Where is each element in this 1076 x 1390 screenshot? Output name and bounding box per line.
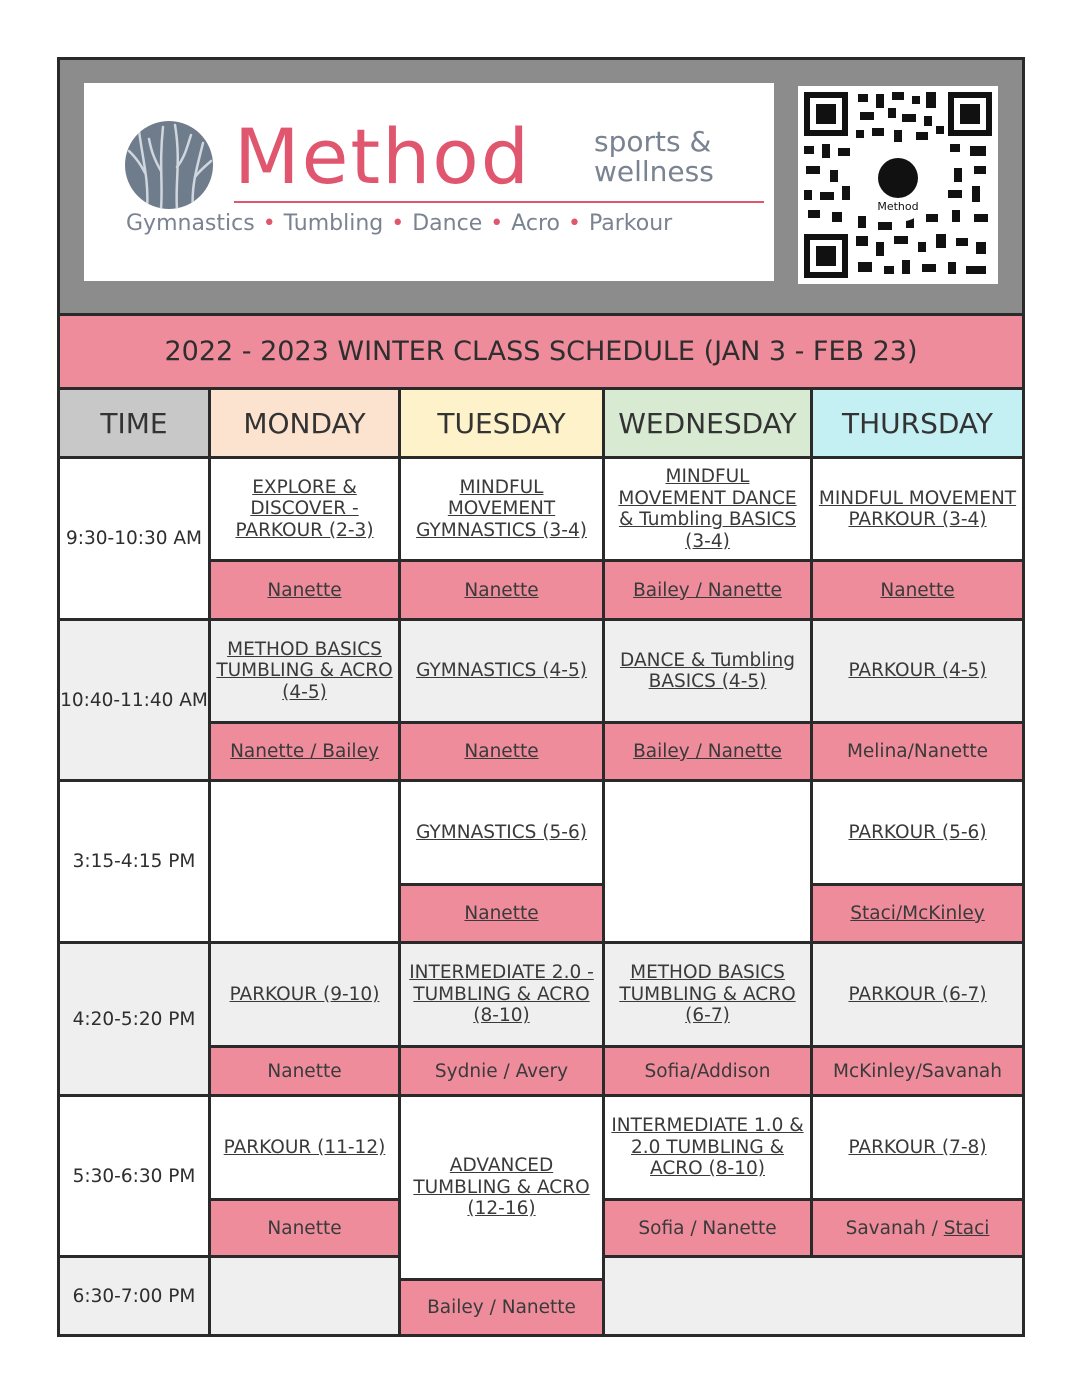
class-cell[interactable]: INTERMEDIATE 2.0 - TUMBLING & ACRO (8-10) (401, 944, 602, 1045)
grid-line (60, 618, 1022, 621)
class-cell[interactable]: INTERMEDIATE 1.0 & 2.0 TUMBLING & ACRO (8-10) (605, 1097, 810, 1198)
instructor-cell[interactable]: Nanette / Bailey (211, 724, 398, 779)
empty-cell (605, 782, 810, 941)
brand-name: Method (234, 112, 532, 201)
class-cell[interactable]: GYMNASTICS (5-6) (401, 782, 602, 883)
instructor-cell[interactable]: Staci/McKinley (813, 886, 1022, 941)
time-slot: 9:30-10:30 AM (60, 459, 208, 618)
class-cell[interactable]: PARKOUR (11-12) (211, 1097, 398, 1198)
empty-cell (605, 1258, 1022, 1334)
class-cell[interactable]: MINDFUL MOVEMENT DANCE & Tumbling BASICS (3-4) (605, 459, 810, 559)
instructor-cell[interactable]: Nanette (401, 886, 602, 941)
schedule-frame (57, 57, 1025, 1337)
grid-line (211, 1045, 1022, 1048)
class-cell[interactable]: PARKOUR (7-8) (813, 1097, 1022, 1198)
grid-line (813, 883, 1022, 886)
header-wednesday: WEDNESDAY (605, 390, 810, 456)
class-cell[interactable]: PARKOUR (6-7) (813, 944, 1022, 1045)
instructor-cell[interactable]: Melina/Nanette (813, 724, 1022, 779)
grid-line (60, 456, 1022, 459)
class-cell[interactable]: PARKOUR (9-10) (211, 944, 398, 1045)
grid-line (60, 1094, 1022, 1097)
class-cell[interactable]: METHOD BASICS TUMBLING & ACRO (6-7) (605, 944, 810, 1045)
grid-line (211, 559, 1022, 562)
time-slot: 3:15-4:15 PM (60, 782, 208, 941)
grid-line (401, 883, 602, 886)
instructor-cell[interactable]: Nanette (211, 562, 398, 618)
instructor-cell[interactable]: Nanette (401, 724, 602, 779)
instructor-cell[interactable]: Sydnie / Avery (401, 1048, 602, 1094)
empty-cell (211, 1258, 398, 1334)
qr-code[interactable] (798, 86, 998, 284)
instructor-cell[interactable]: Nanette (813, 562, 1022, 618)
header-banner (60, 60, 1022, 316)
header-thursday: THURSDAY (813, 390, 1022, 456)
instructor-cell[interactable]: Nanette (211, 1201, 398, 1255)
instructor-cell[interactable]: McKinley/Savanah (813, 1048, 1022, 1094)
instructor-cell[interactable]: Bailey / Nanette (605, 724, 810, 779)
grid-line (211, 721, 1022, 724)
class-cell[interactable]: GYMNASTICS (4-5) (401, 621, 602, 721)
instructor-cell[interactable]: Savanah / Staci (813, 1201, 1022, 1255)
instructor-cell[interactable]: Nanette (211, 1048, 398, 1094)
grid-line (398, 390, 401, 1334)
empty-cell (211, 782, 398, 941)
class-cell[interactable]: METHOD BASICS TUMBLING & ACRO (4-5) (211, 621, 398, 721)
class-cell[interactable]: EXPLORE & DISCOVER - PARKOUR (2-3) (211, 459, 398, 559)
grid-line (401, 1278, 602, 1281)
header-tuesday: TUESDAY (401, 390, 602, 456)
instructor-cell[interactable]: Nanette (401, 562, 602, 618)
class-cell[interactable]: PARKOUR (4-5) (813, 621, 1022, 721)
qr-label: Method (877, 200, 919, 213)
class-cell[interactable]: ADVANCED TUMBLING & ACRO (12-16) (401, 1097, 602, 1278)
tree-icon (125, 121, 213, 209)
time-slot: 4:20-5:20 PM (60, 944, 208, 1094)
tagline: Gymnastics • Tumbling • Dance • Acro • Parkour (126, 211, 673, 236)
grid-line (810, 390, 813, 1258)
instructor-cell[interactable]: Bailey / Nanette (401, 1281, 602, 1334)
instructor-cell[interactable]: Sofia/Addison (605, 1048, 810, 1094)
schedule-title: 2022 - 2023 WINTER CLASS SCHEDULE (JAN 3 - FEB 23) (60, 316, 1022, 390)
grid-line (60, 779, 1022, 782)
logo (84, 83, 774, 281)
brand-subtitle: sports & wellness (594, 125, 714, 188)
header-monday: MONDAY (211, 390, 398, 456)
instructor-cell[interactable]: Bailey / Nanette (605, 562, 810, 618)
header-time: TIME (60, 390, 208, 456)
grid-line (60, 941, 1022, 944)
grid-line (211, 1198, 401, 1201)
time-slot: 5:30-6:30 PM (60, 1097, 208, 1255)
grid-line (60, 1255, 401, 1258)
time-slot: 6:30-7:00 PM (60, 1258, 208, 1334)
instructor-cell[interactable]: Sofia / Nanette (605, 1201, 810, 1255)
grid-line (602, 390, 605, 1334)
grid-line (208, 390, 211, 1334)
time-slot: 10:40-11:40 AM (60, 621, 208, 779)
class-cell[interactable]: MINDFUL MOVEMENT GYMNASTICS (3-4) (401, 459, 602, 559)
class-cell[interactable]: DANCE & Tumbling BASICS (4-5) (605, 621, 810, 721)
class-cell[interactable]: PARKOUR (5-6) (813, 782, 1022, 883)
class-cell[interactable]: MINDFUL MOVEMENT PARKOUR (3-4) (813, 459, 1022, 559)
brand-underline (234, 201, 764, 203)
